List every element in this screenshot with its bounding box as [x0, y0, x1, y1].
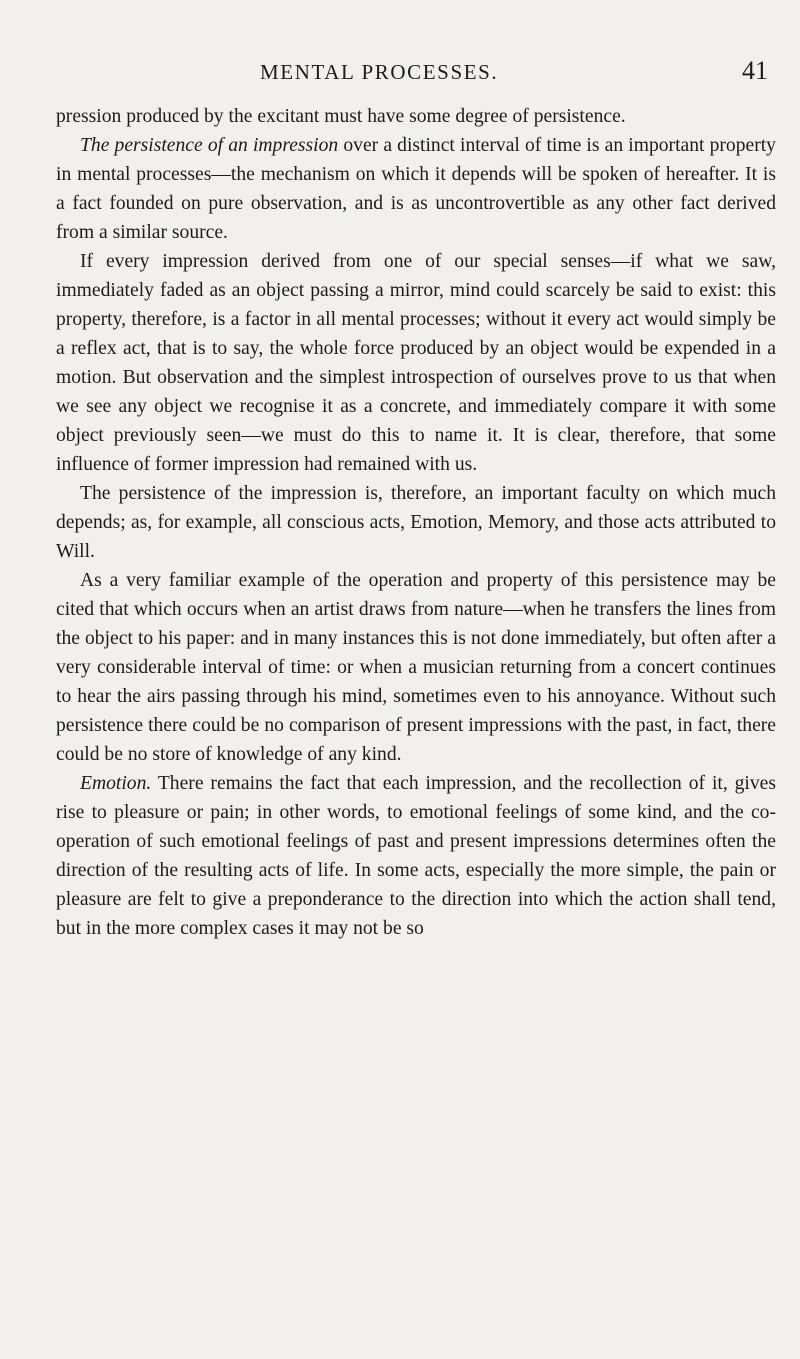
paragraph-text: over a distinct interval of time is an important property in mental processes—the mechanism on which it depends will be spoken of hereafter. It is a fact founded on pure observation, and is as uncontrovertible as any other fact derived from a similar source. [56, 135, 776, 243]
body-text [56, 102, 776, 943]
paragraph [56, 102, 776, 131]
paragraph-lead: Emotion. [80, 773, 152, 794]
running-head [56, 56, 776, 96]
page-number: 41 [742, 56, 768, 85]
running-head-title: MENTAL PROCESSES. [260, 60, 499, 84]
paragraph-text: There remains the fact that each impression, and the recollection of it, gives rise to pleasure or pain; in other words, to emotional feelings of some kind, and the co-operation of such emotional feelings of past and present impressions determines often the direction of the resulting acts of life. In some acts, especially the more simple, the pain or pleasure are felt to give a preponderance to the direction into which the action shall tend, but in the more complex cases it may not be so [56, 773, 776, 939]
paragraph [56, 247, 776, 479]
paragraph [56, 769, 776, 943]
book-page [56, 0, 776, 943]
paragraph [56, 479, 776, 566]
paragraph [56, 131, 776, 247]
paragraph-text: If every impression derived from one of our special senses—if what we saw, immediately faded as an object passing a mirror, mind could scarcely be said to exist: this property, therefore, is a factor in all mental processes; without it every act would simply be a reflex act, that is to say, the whole force produced by an object would be expended in a motion. But observation and the simplest introspection of ourselves prove to us that when we see any object we recognise it as a concrete, and immediately compare it with some object previously seen—we must do this to name it. It is clear, therefore, that some influence of former impression had remained with us. [56, 251, 776, 475]
paragraph-lead: The persistence of an impression [80, 135, 339, 156]
paragraph-text: As a very familiar example of the operation and property of this persistence may be cited that which occurs when an artist draws from nature—when he transfers the lines from the object to his paper: and in many instances this is not done immediately, but often after a very considerable interval of time: or when a musician returning from a concert continues to hear the airs passing through his mind, sometimes even to his annoyance. Without such persistence there could be no comparison of present impressions with the past, in fact, there could be no store of knowledge of any kind. [56, 570, 776, 765]
paragraph-text: The persistence of the impression is, therefore, an important faculty on which much depends; as, for example, all conscious acts, Emotion, Memory, and those acts attributed to Will. [56, 483, 776, 562]
paragraph-text: pression produced by the excitant must have some degree of persistence. [56, 106, 626, 127]
paragraph [56, 566, 776, 769]
